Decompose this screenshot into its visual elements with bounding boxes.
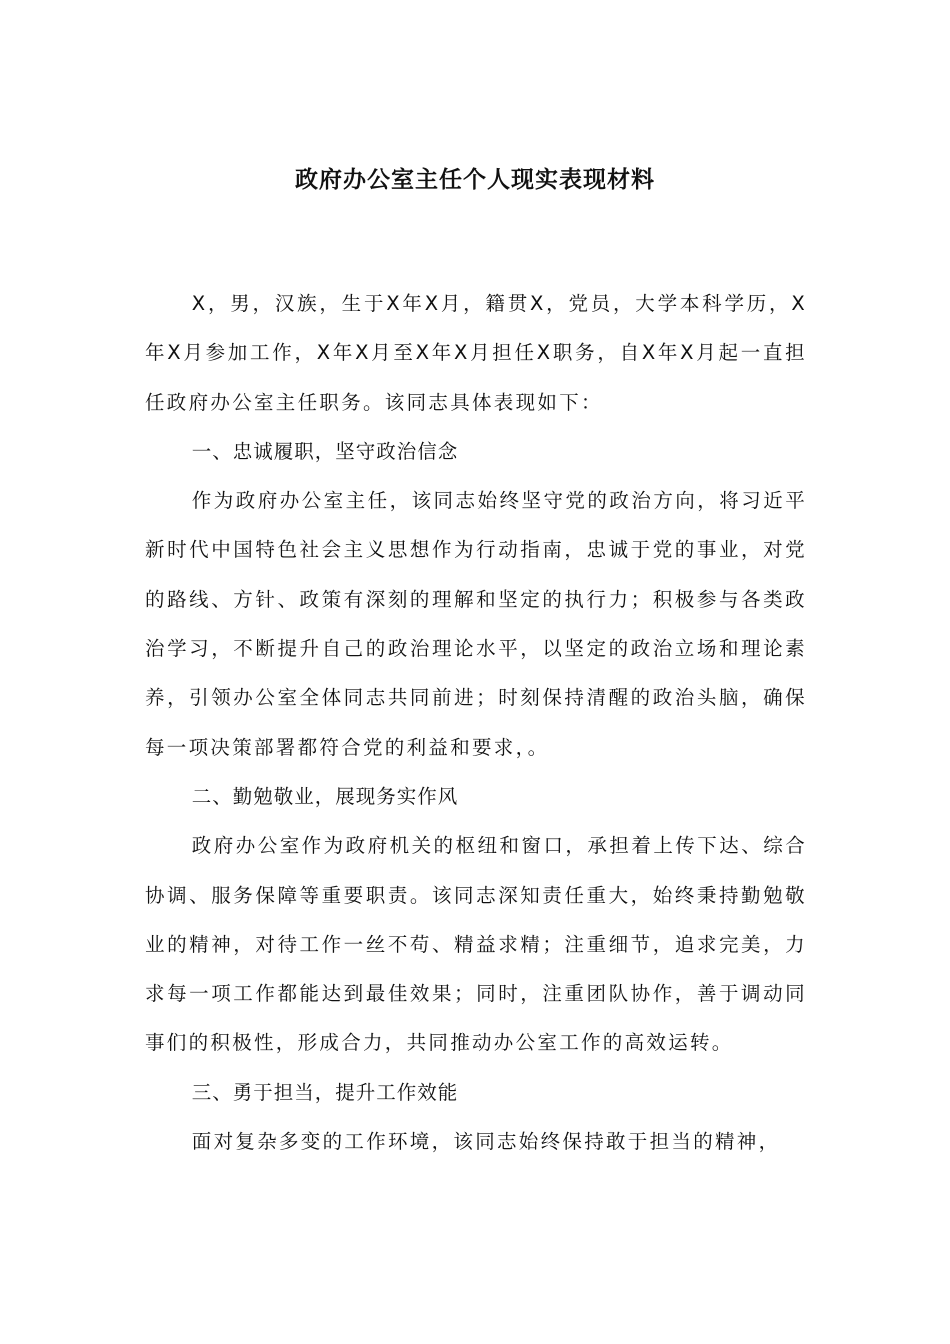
- section-heading-3: 三、勇于担当，提升工作效能: [191, 1080, 459, 1104]
- section-heading-1: 一、忠诚履职，坚守政治信念: [191, 439, 459, 463]
- section-2-paragraph: 政府办公室作为政府机关的枢纽和窗口，承担着上传下达、综合协调、服务保障等重要职责。该同志深知责任重大，始终秉持勤勉敬业的精神，对待工作一丝不苟、精益求精；注重细节，追求完美，力求每一项工作都能达到最佳效果；同时，注重团队协作，善于调动同事们的积极性，形成合力，共同推动办公室工作的高效运转。: [145, 834, 807, 1055]
- section-1-paragraph: 作为政府办公室主任，该同志始终坚守党的政治方向，将习近平新时代中国特色社会主义思想作为行动指南，忠诚于党的事业，对党的路线、方针、政策有深刻的理解和坚定的执行力；积极参与各类政治学习，不断提升自己的政治理论水平，以坚定的政治立场和理论素养，引领办公室全体同志共同前进；时刻保持清醒的政治头脑，确保每一项决策部署都符合党的利益和要求，。: [145, 489, 807, 759]
- document-body: [145, 279, 807, 1166]
- document-title: 政府办公室主任个人现实表现材料: [295, 167, 655, 193]
- intro-paragraph: X，男，汉族，生于X年X月，籍贯X，党员，大学本科学历，X年X月参加工作，X年X月至X年X月担任X职务，自X年X月起一直担任政府办公室主任职务。该同志具体表现如下：: [145, 292, 807, 414]
- section-3-paragraph: 面对复杂多变的工作环境，该同志始终保持敢于担当的精神，: [191, 1130, 781, 1154]
- section-heading-2: 二、勤勉敬业，展现务实作风: [191, 784, 459, 808]
